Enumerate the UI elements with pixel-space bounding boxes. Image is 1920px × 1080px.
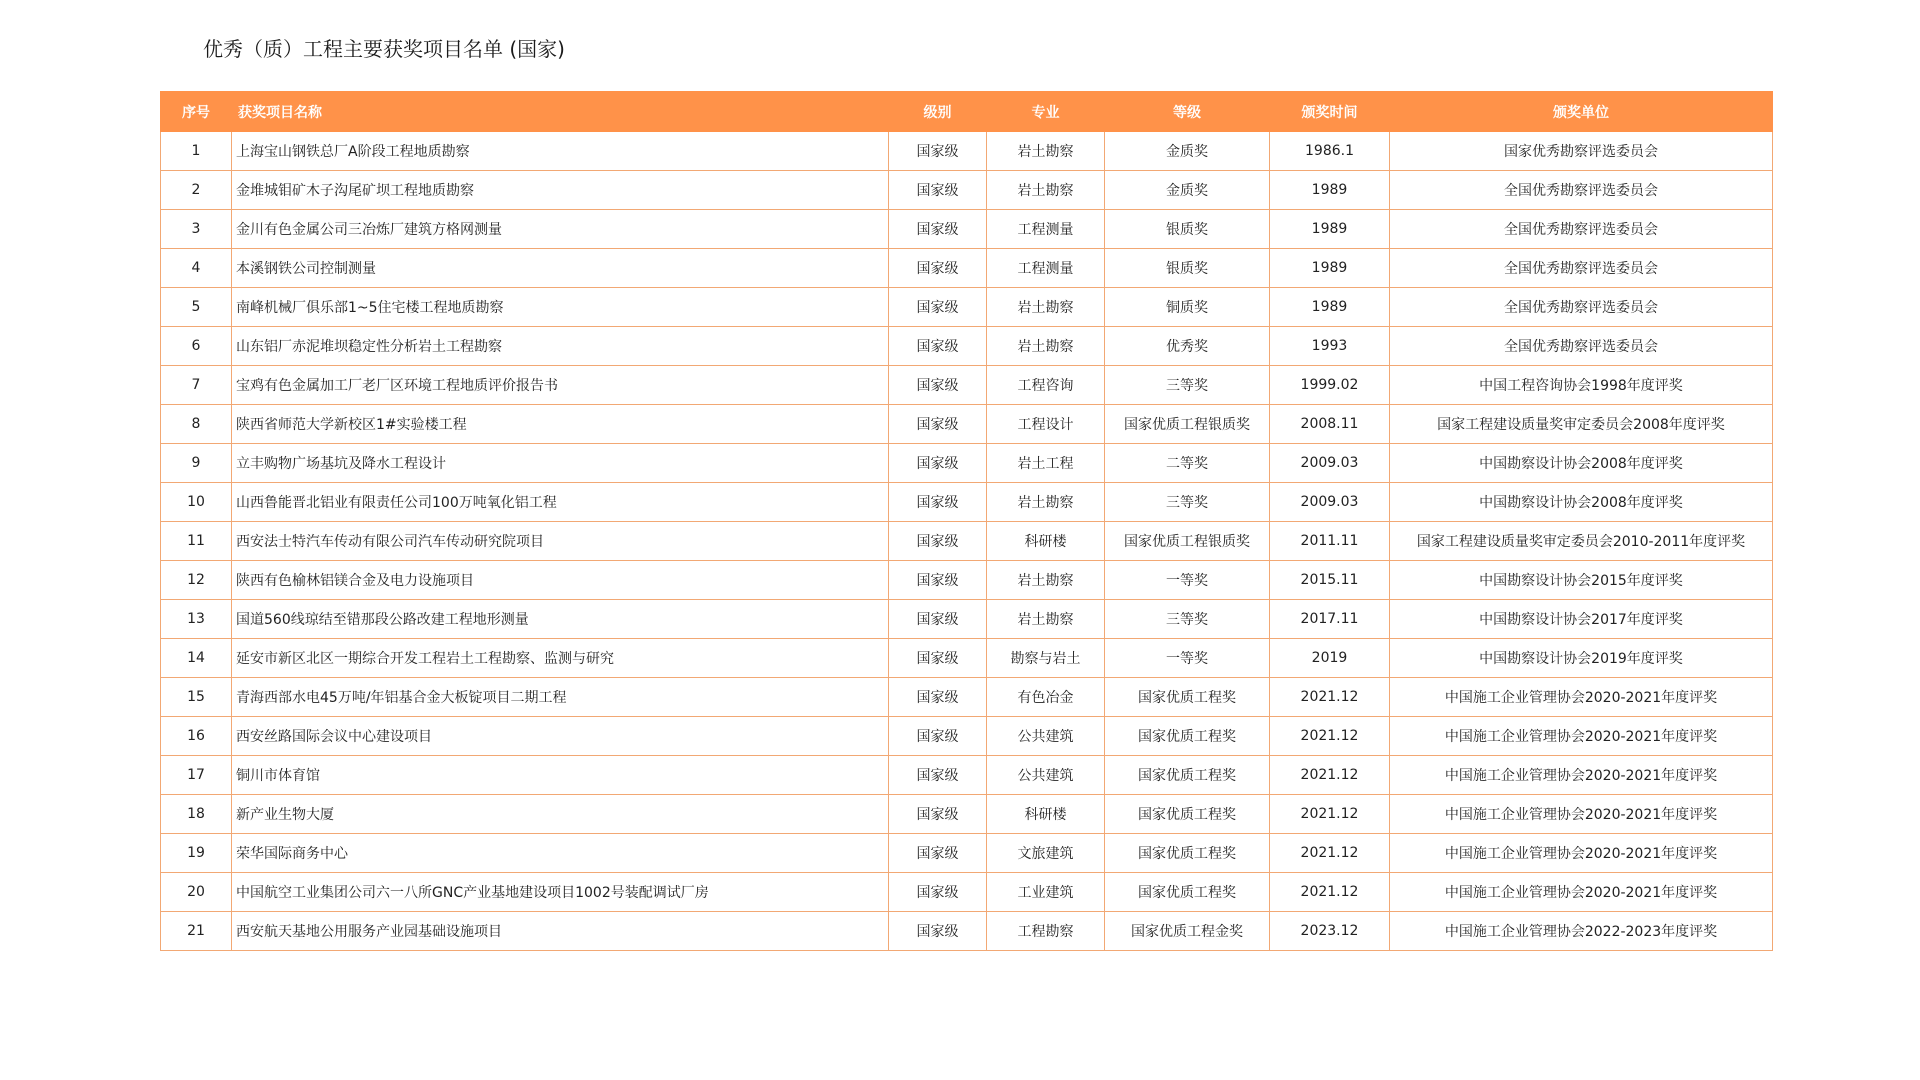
cell-name: 上海宝山钢铁总厂A阶段工程地质勘察 (232, 132, 889, 171)
cell-specialty: 勘察与岩土 (987, 639, 1105, 678)
table-row (161, 249, 1773, 288)
cell-name: 山西鲁能晋北铝业有限责任公司100万吨氧化铝工程 (232, 483, 889, 522)
cell-issuer: 国家工程建设质量奖审定委员会2010-2011年度评奖 (1390, 522, 1773, 561)
cell-specialty: 工程咨询 (987, 366, 1105, 405)
cell-grade: 国家优质工程奖 (1105, 717, 1270, 756)
cell-specialty: 工程设计 (987, 405, 1105, 444)
cell-grade: 三等奖 (1105, 366, 1270, 405)
cell-date: 1989 (1270, 288, 1390, 327)
cell-index: 15 (161, 678, 232, 717)
cell-specialty: 岩土勘察 (987, 132, 1105, 171)
cell-grade: 国家优质工程银质奖 (1105, 405, 1270, 444)
cell-index: 4 (161, 249, 232, 288)
cell-date: 2021.12 (1270, 717, 1390, 756)
cell-name: 立丰购物广场基坑及降水工程设计 (232, 444, 889, 483)
cell-grade: 银质奖 (1105, 210, 1270, 249)
cell-specialty: 工程测量 (987, 210, 1105, 249)
cell-name: 西安航天基地公用服务产业园基础设施项目 (232, 912, 889, 951)
cell-date: 2021.12 (1270, 834, 1390, 873)
table-row (161, 171, 1773, 210)
table-row (161, 873, 1773, 912)
table-row (161, 288, 1773, 327)
cell-specialty: 岩土勘察 (987, 327, 1105, 366)
cell-level: 国家级 (889, 639, 987, 678)
cell-grade: 金质奖 (1105, 171, 1270, 210)
cell-index: 17 (161, 756, 232, 795)
header-issuer: 颁奖单位 (1390, 92, 1773, 132)
header-date: 颁奖时间 (1270, 92, 1390, 132)
table-row (161, 795, 1773, 834)
cell-date: 1989 (1270, 249, 1390, 288)
cell-specialty: 公共建筑 (987, 717, 1105, 756)
cell-level: 国家级 (889, 288, 987, 327)
cell-grade: 一等奖 (1105, 639, 1270, 678)
cell-date: 2021.12 (1270, 756, 1390, 795)
cell-issuer: 中国勘察设计协会2019年度评奖 (1390, 639, 1773, 678)
cell-issuer: 中国施工企业管理协会2020-2021年度评奖 (1390, 756, 1773, 795)
cell-issuer: 国家优秀勘察评选委员会 (1390, 132, 1773, 171)
cell-level: 国家级 (889, 210, 987, 249)
cell-name: 本溪钢铁公司控制测量 (232, 249, 889, 288)
table-row (161, 444, 1773, 483)
table-row (161, 756, 1773, 795)
cell-issuer: 中国勘察设计协会2008年度评奖 (1390, 444, 1773, 483)
cell-grade: 国家优质工程奖 (1105, 756, 1270, 795)
cell-issuer: 中国施工企业管理协会2020-2021年度评奖 (1390, 678, 1773, 717)
cell-name: 西安丝路国际会议中心建设项目 (232, 717, 889, 756)
table-row (161, 600, 1773, 639)
cell-index: 10 (161, 483, 232, 522)
cell-specialty: 有色冶金 (987, 678, 1105, 717)
cell-specialty: 公共建筑 (987, 756, 1105, 795)
cell-specialty: 岩土工程 (987, 444, 1105, 483)
cell-date: 1989 (1270, 210, 1390, 249)
table-row (161, 639, 1773, 678)
cell-date: 2009.03 (1270, 444, 1390, 483)
cell-grade: 一等奖 (1105, 561, 1270, 600)
cell-grade: 银质奖 (1105, 249, 1270, 288)
table-row (161, 717, 1773, 756)
cell-date: 2008.11 (1270, 405, 1390, 444)
table-row (161, 834, 1773, 873)
cell-level: 国家级 (889, 483, 987, 522)
table-row (161, 366, 1773, 405)
cell-specialty: 岩土勘察 (987, 171, 1105, 210)
cell-level: 国家级 (889, 873, 987, 912)
header-specialty: 专业 (987, 92, 1105, 132)
table-body (161, 132, 1773, 951)
cell-name: 陕西有色榆林铝镁合金及电力设施项目 (232, 561, 889, 600)
cell-date: 2021.12 (1270, 873, 1390, 912)
cell-name: 宝鸡有色金属加工厂老厂区环境工程地质评价报告书 (232, 366, 889, 405)
cell-name: 西安法士特汽车传动有限公司汽车传动研究院项目 (232, 522, 889, 561)
cell-grade: 三等奖 (1105, 600, 1270, 639)
cell-issuer: 国家工程建设质量奖审定委员会2008年度评奖 (1390, 405, 1773, 444)
cell-name: 青海西部水电45万吨/年铝基合金大板锭项目二期工程 (232, 678, 889, 717)
cell-issuer: 中国施工企业管理协会2020-2021年度评奖 (1390, 834, 1773, 873)
cell-level: 国家级 (889, 366, 987, 405)
table-row (161, 561, 1773, 600)
cell-grade: 国家优质工程奖 (1105, 678, 1270, 717)
cell-issuer: 全国优秀勘察评选委员会 (1390, 249, 1773, 288)
cell-specialty: 岩土勘察 (987, 561, 1105, 600)
cell-name: 延安市新区北区一期综合开发工程岩土工程勘察、监测与研究 (232, 639, 889, 678)
cell-name: 山东铝厂赤泥堆坝稳定性分析岩土工程勘察 (232, 327, 889, 366)
cell-issuer: 中国施工企业管理协会2020-2021年度评奖 (1390, 873, 1773, 912)
cell-date: 2017.11 (1270, 600, 1390, 639)
table-row (161, 912, 1773, 951)
cell-specialty: 岩土勘察 (987, 600, 1105, 639)
cell-level: 国家级 (889, 249, 987, 288)
cell-level: 国家级 (889, 756, 987, 795)
cell-index: 14 (161, 639, 232, 678)
cell-date: 2019 (1270, 639, 1390, 678)
cell-name: 金堆城钼矿木子沟尾矿坝工程地质勘察 (232, 171, 889, 210)
cell-level: 国家级 (889, 405, 987, 444)
cell-index: 18 (161, 795, 232, 834)
header-index: 序号 (161, 92, 232, 132)
table-row (161, 522, 1773, 561)
cell-level: 国家级 (889, 600, 987, 639)
cell-name: 荣华国际商务中心 (232, 834, 889, 873)
cell-level: 国家级 (889, 327, 987, 366)
cell-index: 8 (161, 405, 232, 444)
cell-grade: 三等奖 (1105, 483, 1270, 522)
cell-name: 国道560线琼结至错那段公路改建工程地形测量 (232, 600, 889, 639)
cell-date: 1993 (1270, 327, 1390, 366)
table-row (161, 210, 1773, 249)
cell-name: 新产业生物大厦 (232, 795, 889, 834)
cell-index: 7 (161, 366, 232, 405)
page-title: 优秀（质）工程主要获奖项目名单 (国家) (203, 37, 565, 61)
cell-issuer: 全国优秀勘察评选委员会 (1390, 210, 1773, 249)
table-row (161, 405, 1773, 444)
header-name: 获奖项目名称 (232, 92, 889, 132)
table-row (161, 327, 1773, 366)
cell-level: 国家级 (889, 171, 987, 210)
table-row (161, 132, 1773, 171)
cell-grade: 优秀奖 (1105, 327, 1270, 366)
cell-grade: 国家优质工程银质奖 (1105, 522, 1270, 561)
cell-specialty: 文旅建筑 (987, 834, 1105, 873)
cell-index: 11 (161, 522, 232, 561)
cell-issuer: 中国勘察设计协会2017年度评奖 (1390, 600, 1773, 639)
cell-specialty: 工程勘察 (987, 912, 1105, 951)
cell-issuer: 中国施工企业管理协会2020-2021年度评奖 (1390, 795, 1773, 834)
table-row (161, 678, 1773, 717)
table-row (161, 483, 1773, 522)
cell-name: 铜川市体育馆 (232, 756, 889, 795)
cell-issuer: 全国优秀勘察评选委员会 (1390, 171, 1773, 210)
cell-date: 1989 (1270, 171, 1390, 210)
cell-name: 金川有色金属公司三冶炼厂建筑方格网测量 (232, 210, 889, 249)
cell-date: 2011.11 (1270, 522, 1390, 561)
cell-date: 2015.11 (1270, 561, 1390, 600)
cell-date: 2021.12 (1270, 795, 1390, 834)
cell-issuer: 全国优秀勘察评选委员会 (1390, 327, 1773, 366)
cell-index: 9 (161, 444, 232, 483)
cell-issuer: 中国施工企业管理协会2022-2023年度评奖 (1390, 912, 1773, 951)
cell-specialty: 工业建筑 (987, 873, 1105, 912)
cell-grade: 金质奖 (1105, 132, 1270, 171)
cell-issuer: 中国工程咨询协会1998年度评奖 (1390, 366, 1773, 405)
cell-grade: 铜质奖 (1105, 288, 1270, 327)
cell-level: 国家级 (889, 561, 987, 600)
cell-index: 20 (161, 873, 232, 912)
cell-level: 国家级 (889, 132, 987, 171)
cell-specialty: 岩土勘察 (987, 288, 1105, 327)
cell-date: 1986.1 (1270, 132, 1390, 171)
cell-name: 陕西省师范大学新校区1#实验楼工程 (232, 405, 889, 444)
cell-grade: 国家优质工程奖 (1105, 873, 1270, 912)
cell-level: 国家级 (889, 522, 987, 561)
cell-specialty: 工程测量 (987, 249, 1105, 288)
award-table (160, 91, 1773, 951)
cell-date: 2009.03 (1270, 483, 1390, 522)
cell-level: 国家级 (889, 834, 987, 873)
cell-grade: 国家优质工程奖 (1105, 795, 1270, 834)
header-grade: 等级 (1105, 92, 1270, 132)
cell-specialty: 科研楼 (987, 522, 1105, 561)
cell-index: 6 (161, 327, 232, 366)
cell-index: 19 (161, 834, 232, 873)
cell-date: 2021.12 (1270, 678, 1390, 717)
cell-level: 国家级 (889, 912, 987, 951)
cell-name: 南峰机械厂俱乐部1~5住宅楼工程地质勘察 (232, 288, 889, 327)
cell-level: 国家级 (889, 444, 987, 483)
cell-issuer: 中国施工企业管理协会2020-2021年度评奖 (1390, 717, 1773, 756)
cell-index: 12 (161, 561, 232, 600)
cell-date: 2023.12 (1270, 912, 1390, 951)
cell-issuer: 中国勘察设计协会2015年度评奖 (1390, 561, 1773, 600)
cell-level: 国家级 (889, 678, 987, 717)
cell-name: 中国航空工业集团公司六一八所GNC产业基地建设项目1002号装配调试厂房 (232, 873, 889, 912)
cell-index: 2 (161, 171, 232, 210)
cell-level: 国家级 (889, 717, 987, 756)
cell-index: 1 (161, 132, 232, 171)
cell-grade: 国家优质工程奖 (1105, 834, 1270, 873)
cell-level: 国家级 (889, 795, 987, 834)
cell-grade: 国家优质工程金奖 (1105, 912, 1270, 951)
header-level: 级别 (889, 92, 987, 132)
cell-date: 1999.02 (1270, 366, 1390, 405)
cell-specialty: 科研楼 (987, 795, 1105, 834)
cell-specialty: 岩土勘察 (987, 483, 1105, 522)
cell-index: 3 (161, 210, 232, 249)
cell-index: 13 (161, 600, 232, 639)
cell-index: 21 (161, 912, 232, 951)
cell-index: 5 (161, 288, 232, 327)
cell-issuer: 中国勘察设计协会2008年度评奖 (1390, 483, 1773, 522)
cell-index: 16 (161, 717, 232, 756)
table-header-row (161, 92, 1773, 132)
cell-grade: 二等奖 (1105, 444, 1270, 483)
cell-issuer: 全国优秀勘察评选委员会 (1390, 288, 1773, 327)
